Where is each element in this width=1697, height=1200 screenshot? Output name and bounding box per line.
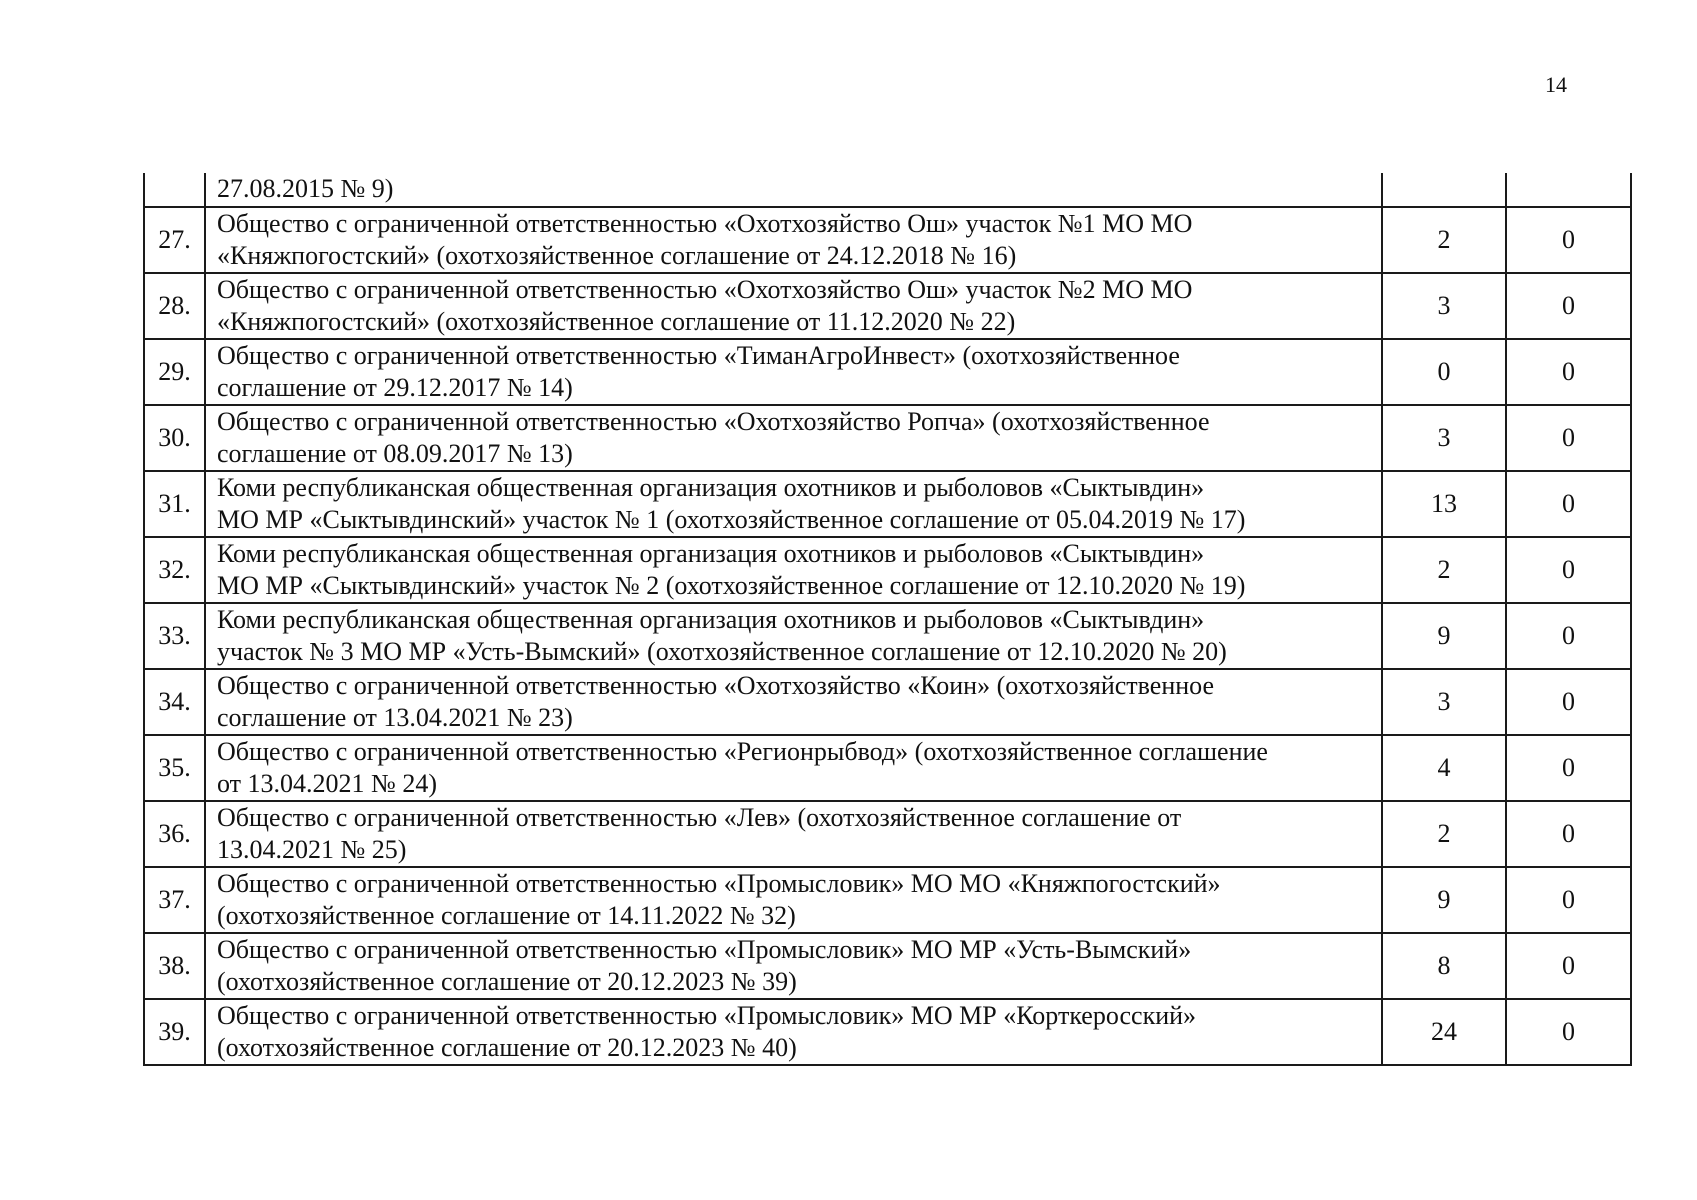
organization-name: Коми республиканская общественная организация охотников и рыболовов «Сыктывдин» МО МР «Сыктывдинский» участок № 1 (охотхозяйственное соглашение от 05.04.2019 № 17) — [205, 471, 1382, 537]
table-row — [144, 471, 1631, 537]
organization-name: Общество с ограниченной ответственностью «Промысловик» МО МР «Усть-Вымский» (охотхозяйственное соглашение от 20.12.2023 № 39) — [205, 933, 1382, 999]
value-2: 0 — [1506, 207, 1631, 273]
value-2: 0 — [1506, 801, 1631, 867]
organization-name: Общество с ограниченной ответственностью «Охотхозяйство «Коин» (охотхозяйственное соглашение от 13.04.2021 № 23) — [205, 669, 1382, 735]
value-1: 3 — [1382, 669, 1506, 735]
row-number: 31. — [144, 471, 205, 537]
value-1: 2 — [1382, 537, 1506, 603]
value-1: 24 — [1382, 999, 1506, 1065]
organization-name: Общество с ограниченной ответственностью «Охотхозяйство Ош» участок №1 МО МО «Княжпогостский» (охотхозяйственное соглашение от 24.12.2018 № 16) — [205, 207, 1382, 273]
value-2: 0 — [1506, 999, 1631, 1065]
value-cell-1 — [1382, 173, 1506, 207]
value-2: 0 — [1506, 405, 1631, 471]
hunting-agreements-table — [143, 173, 1632, 1066]
value-2: 0 — [1506, 735, 1631, 801]
value-1: 13 — [1382, 471, 1506, 537]
row-number: 34. — [144, 669, 205, 735]
row-number: 37. — [144, 867, 205, 933]
organization-name: Коми республиканская общественная организация охотников и рыболовов «Сыктывдин» МО МР «Сыктывдинский» участок № 2 (охотхозяйственное соглашение от 12.10.2020 № 19) — [205, 537, 1382, 603]
value-2: 0 — [1506, 339, 1631, 405]
organization-name: Общество с ограниченной ответственностью «Промысловик» МО МР «Корткеросский» (охотхозяйственное соглашение от 20.12.2023 № 40) — [205, 999, 1382, 1065]
table-row — [144, 207, 1631, 273]
value-2: 0 — [1506, 669, 1631, 735]
row-number: 29. — [144, 339, 205, 405]
value-2: 0 — [1506, 933, 1631, 999]
value-1: 2 — [1382, 801, 1506, 867]
value-1: 3 — [1382, 405, 1506, 471]
organization-name: Общество с ограниченной ответственностью «Охотхозяйство Ош» участок №2 МО МО «Княжпогостский» (охотхозяйственное соглашение от 11.12.2020 № 22) — [205, 273, 1382, 339]
value-2: 0 — [1506, 471, 1631, 537]
value-1: 0 — [1382, 339, 1506, 405]
row-number: 32. — [144, 537, 205, 603]
value-2: 0 — [1506, 273, 1631, 339]
value-1: 4 — [1382, 735, 1506, 801]
table-row — [144, 603, 1631, 669]
row-number-cell — [144, 173, 205, 207]
value-1: 9 — [1382, 867, 1506, 933]
row-number: 30. — [144, 405, 205, 471]
value-1: 3 — [1382, 273, 1506, 339]
organization-name: Общество с ограниченной ответственностью «Охотхозяйство Ропча» (охотхозяйственное соглашение от 08.09.2017 № 13) — [205, 405, 1382, 471]
table-row — [144, 537, 1631, 603]
continuation-text: 27.08.2015 № 9) — [205, 173, 1382, 207]
organization-name: Общество с ограниченной ответственностью «Лев» (охотхозяйственное соглашение от 13.04.2021 № 25) — [205, 801, 1382, 867]
table-row — [144, 867, 1631, 933]
value-cell-2 — [1506, 173, 1631, 207]
row-number: 28. — [144, 273, 205, 339]
row-number: 27. — [144, 207, 205, 273]
organization-name: Коми республиканская общественная организация охотников и рыболовов «Сыктывдин» участок № 3 МО МР «Усть-Вымский» (охотхозяйственное соглашение от 12.10.2020 № 20) — [205, 603, 1382, 669]
value-2: 0 — [1506, 867, 1631, 933]
value-2: 0 — [1506, 603, 1631, 669]
value-1: 8 — [1382, 933, 1506, 999]
row-number: 36. — [144, 801, 205, 867]
organization-name: Общество с ограниченной ответственностью «ТиманАгроИнвест» (охотхозяйственное соглашение от 29.12.2017 № 14) — [205, 339, 1382, 405]
table-row — [144, 339, 1631, 405]
page-number: 14 — [1545, 72, 1567, 97]
table-row — [144, 405, 1631, 471]
row-number: 33. — [144, 603, 205, 669]
row-number: 38. — [144, 933, 205, 999]
value-1: 2 — [1382, 207, 1506, 273]
table-row — [144, 273, 1631, 339]
row-number: 39. — [144, 999, 205, 1065]
table-row — [144, 801, 1631, 867]
table-row — [144, 735, 1631, 801]
organization-name: Общество с ограниченной ответственностью «Промысловик» МО МО «Княжпогостский» (охотхозяйственное соглашение от 14.11.2022 № 32) — [205, 867, 1382, 933]
table-continuation-row — [144, 173, 1631, 207]
value-1: 9 — [1382, 603, 1506, 669]
table-row — [144, 669, 1631, 735]
table-row — [144, 933, 1631, 999]
row-number: 35. — [144, 735, 205, 801]
table-row — [144, 999, 1631, 1065]
organization-name: Общество с ограниченной ответственностью «Регионрыбвод» (охотхозяйственное соглашение от 13.04.2021 № 24) — [205, 735, 1382, 801]
value-2: 0 — [1506, 537, 1631, 603]
